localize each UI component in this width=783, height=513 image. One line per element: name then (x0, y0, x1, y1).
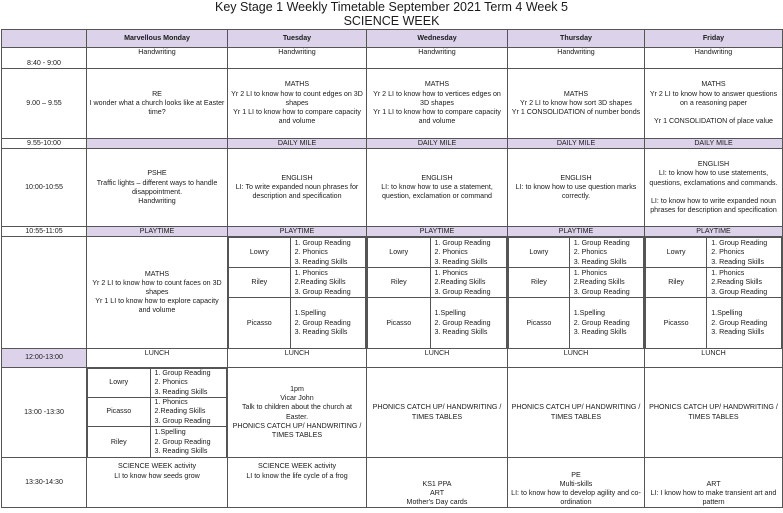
row-session-4 (2, 367, 783, 458)
group-activities: 1. Group Reading 2. Phonics 3. Reading Skills (150, 368, 226, 397)
timetable (1, 29, 783, 508)
time-cell: 10:55-11:05 (2, 227, 87, 237)
lesson-cell: Handwriting (508, 48, 645, 69)
group-name: Lowry (229, 238, 291, 268)
group-name: Riley (229, 268, 291, 298)
row-handwriting (2, 48, 783, 69)
day-header: Tuesday (228, 30, 367, 48)
row-session-1 (2, 69, 783, 139)
group-activities: 1. Phonics 2.Reading Skills 3. Group Reading (707, 268, 782, 298)
day-header: Marvellous Monday (87, 30, 228, 48)
playtime-cell: PLAYTIME (87, 227, 228, 237)
playtime-cell: PLAYTIME (645, 227, 783, 237)
lesson-cell: PHONICS CATCH UP/ HANDWRITING / TIMES TABLES (508, 367, 645, 458)
playtime-cell: PLAYTIME (228, 227, 367, 237)
group-activities: 1. Phonics 2.Reading Skills 3. Group Reading (569, 268, 643, 298)
lesson-cell: RE I wonder what a church looks like at Easter time? (87, 69, 228, 139)
daily-mile-cell: DAILY MILE (508, 139, 645, 149)
lunch-cell: LUNCH (228, 348, 367, 367)
time-cell (2, 237, 87, 349)
lesson-cell: KS1 PPA ART Mother's Day cards (367, 458, 508, 508)
lesson-cell: PSHE Traffic lights – different ways to handle disappointment. Handwriting (87, 149, 228, 227)
group-rotation (367, 237, 507, 348)
group-name: Picasso (646, 298, 707, 348)
lesson-cell: MATHS Yr 2 LI to know how to count faces on 3D shapes Yr 1 LI to know how to explore capacity and volume (87, 237, 228, 349)
group-rotation (645, 237, 782, 348)
time-cell: 9.55-10:00 (2, 139, 87, 149)
row-lunch (2, 348, 783, 367)
row-playtime (2, 227, 783, 237)
group-activities: 1.Spelling 2. Group Reading 3. Reading Skills (150, 426, 226, 457)
daily-mile-cell: DAILY MILE (228, 139, 367, 149)
group-name: Lowry (646, 238, 707, 268)
group-rotation (228, 237, 366, 348)
daily-mile-cell (87, 139, 228, 149)
lesson-cell: MATHS Yr 2 LI to know how to answer questions on a reasoning paper Yr 1 CONSOLIDATION of place value (645, 69, 783, 139)
row-session-5 (2, 458, 783, 508)
group-activities: 1.Spelling 2. Group Reading 3. Reading Skills (290, 298, 365, 348)
group-activities: 1.Spelling 2. Group Reading 3. Reading Skills (430, 298, 506, 348)
lesson-cell: MATHS Yr 2 LI to know how to vertices edges on 3D shapes Yr 1 LI to know how to compare capacity and volume (367, 69, 508, 139)
playtime-cell: PLAYTIME (367, 227, 508, 237)
group-rotation (508, 237, 644, 348)
lesson-cell: PHONICS CATCH UP/ HANDWRITING / TIMES TABLES (367, 367, 508, 458)
lunch-cell: LUNCH (508, 348, 645, 367)
group-cell (228, 237, 367, 349)
lunch-cell: LUNCH (87, 348, 228, 367)
timetable-title (0, 0, 783, 28)
time-cell: 13:00 -13:30 (2, 367, 87, 458)
group-activities: 1.Spelling 2. Group Reading 3. Reading Skills (569, 298, 643, 348)
group-name: Riley (646, 268, 707, 298)
group-cell (645, 237, 783, 349)
lunch-cell: LUNCH (645, 348, 783, 367)
group-activities: 1. Group Reading 2. Phonics 3. Reading Skills (569, 238, 643, 268)
group-cell (508, 237, 645, 349)
lesson-cell: ART LI: I know how to make transient art and pattern (645, 458, 783, 508)
group-name: Lowry (368, 238, 431, 268)
group-activities: 1. Phonics 2.Reading Skills 3. Group Reading (150, 397, 226, 426)
group-name: Riley (88, 426, 151, 457)
group-name: Picasso (368, 298, 431, 348)
lesson-cell: MATHS Yr 2 LI to know how to count edges on 3D shapes Yr 1 LI to know how to compare capacity and volume (228, 69, 367, 139)
lesson-cell: MATHS Yr 2 LI to know how sort 3D shapes Yr 1 CONSOLIDATION of number bonds (508, 69, 645, 139)
daily-mile-cell: DAILY MILE (367, 139, 508, 149)
lesson-cell: SCIENCE WEEK activity LI to know how seeds grow (87, 458, 228, 508)
group-name: Riley (509, 268, 570, 298)
group-name: Picasso (509, 298, 570, 348)
lesson-cell: PHONICS CATCH UP/ HANDWRITING / TIMES TABLES (645, 367, 783, 458)
group-name: Lowry (88, 368, 151, 397)
lunch-cell: LUNCH (367, 348, 508, 367)
day-header: Wednesday (367, 30, 508, 48)
corner-cell (2, 30, 87, 48)
time-cell: 13:30-14:30 (2, 458, 87, 508)
row-session-2 (2, 149, 783, 227)
lesson-cell: Handwriting (645, 48, 783, 69)
lesson-cell: Handwriting (87, 48, 228, 69)
lesson-cell: PE Multi-skills LI: to know how to develop agility and co-ordination (508, 458, 645, 508)
lesson-cell: ENGLISH LI: to know how to use question marks correctly. (508, 149, 645, 227)
group-name: Picasso (88, 397, 151, 426)
group-activities: 1. Group Reading 2. Phonics 3. Reading Skills (290, 238, 365, 268)
lesson-cell: ENGLISH LI: to know how to use a statement, question, exclamation or command (367, 149, 508, 227)
group-activities: 1. Phonics 2.Reading Skills 3. Group Reading (290, 268, 365, 298)
group-cell (367, 237, 508, 349)
group-rotation (87, 368, 227, 458)
lesson-cell: 1pm Vicar John Talk to children about the church at Easter. PHONICS CATCH UP/ HANDWRITING / TIMES TABLES (228, 367, 367, 458)
lesson-cell: SCIENCE WEEK activity LI to know the life cycle of a frog (228, 458, 367, 508)
time-cell: 10:00-10:55 (2, 149, 87, 227)
lesson-cell: Handwriting (228, 48, 367, 69)
group-activities: 1. Phonics 2.Reading Skills 3. Group Reading (430, 268, 506, 298)
group-name: Picasso (229, 298, 291, 348)
header-row (2, 30, 783, 48)
lesson-cell: ENGLISH LI: to know how to use statements, questions, exclamations and commands. LI: to know how to write expanded noun phrases for description and specification (645, 149, 783, 227)
group-name: Riley (368, 268, 431, 298)
day-header: Friday (645, 30, 783, 48)
group-activities: 1. Group Reading 2. Phonics 3. Reading Skills (430, 238, 506, 268)
lesson-cell: Handwriting (367, 48, 508, 69)
daily-mile-cell: DAILY MILE (645, 139, 783, 149)
group-cell (87, 367, 228, 458)
group-activities: 1.Spelling 2. Group Reading 3. Reading Skills (707, 298, 782, 348)
lesson-cell: ENGLISH LI: To write expanded noun phrases for description and specification (228, 149, 367, 227)
row-daily-mile (2, 139, 783, 149)
time-cell: 12:00-13:00 (2, 348, 87, 367)
row-session-3 (2, 237, 783, 349)
group-activities: 1. Group Reading 2. Phonics 3. Reading Skills (707, 238, 782, 268)
time-cell: 8:40 - 9:00 (2, 48, 87, 69)
title-line-2: SCIENCE WEEK (343, 14, 440, 28)
time-cell: 9.00 – 9.55 (2, 69, 87, 139)
day-header: Thursday (508, 30, 645, 48)
title-line-1: Key Stage 1 Weekly Timetable September 2021 Term 4 Week 5 (215, 0, 568, 14)
playtime-cell: PLAYTIME (508, 227, 645, 237)
group-name: Lowry (509, 238, 570, 268)
